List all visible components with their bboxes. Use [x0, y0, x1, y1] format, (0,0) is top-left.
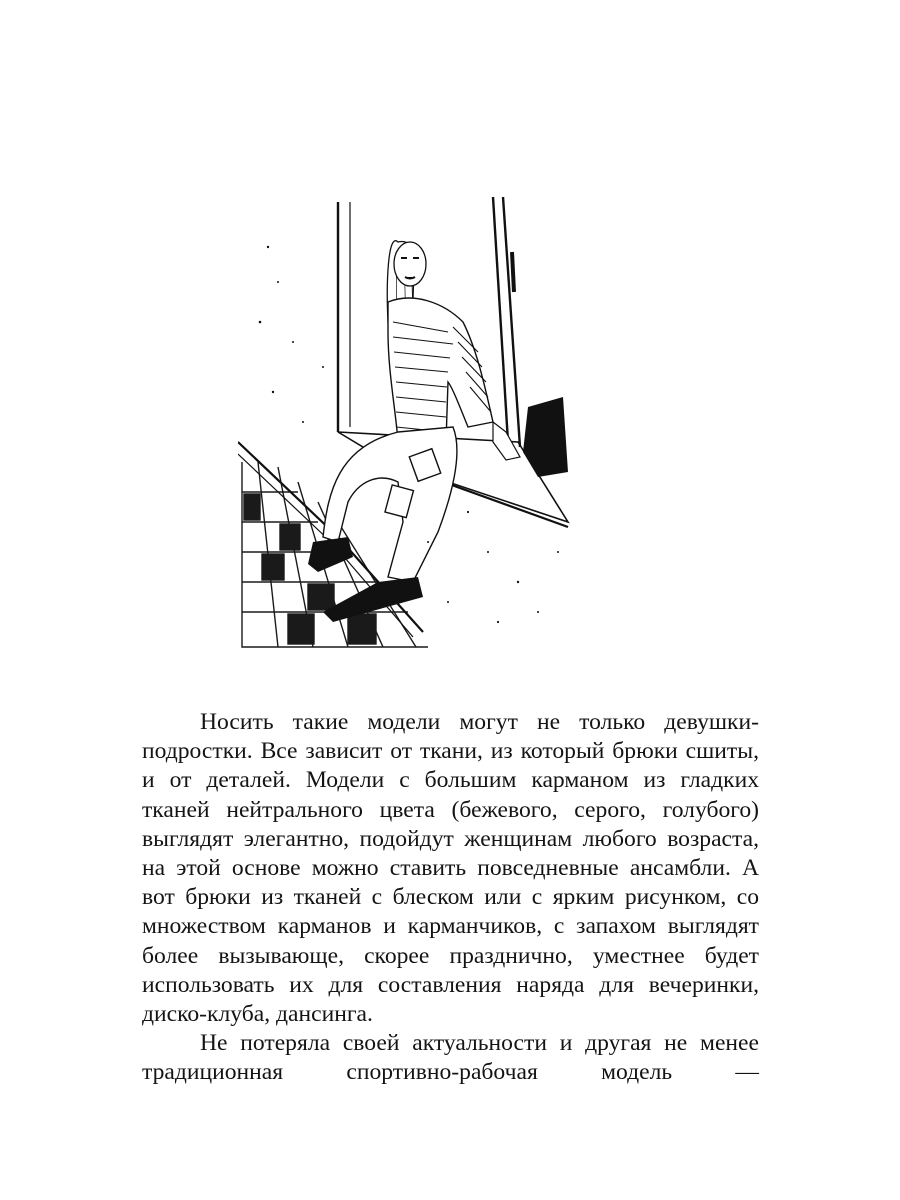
- shoe: [308, 537, 353, 572]
- bag: [523, 397, 568, 477]
- main-text: [142, 708, 759, 1088]
- illustration-girl-sitting: [238, 192, 578, 654]
- paragraph: Носить такие модели могут не только девушки-подростки. Все зависит от ткани, из который брюки сшиты, и от деталей. Модели с большим карманом из гладких тканей нейтрального цвета (бежевого, серого, голубого) выглядят элегантно, подойдут женщинам любого возраста, на этой основе можно ставить повседневные ансамбли. А вот брюки из тканей с блеском или с ярким рисунком, со множеством карманов и карманчиков, с запахом выглядят более вызывающе, скорее празднично, уместнее будет использовать их для составления наряда для вечеринки, диско-клуба, дансинга.: [142, 709, 759, 1028]
- cardigan: [388, 298, 493, 442]
- paragraph: Не потеряла своей актуальности и другая не менее традиционная спортивно-рабочая модель —: [142, 1030, 759, 1086]
